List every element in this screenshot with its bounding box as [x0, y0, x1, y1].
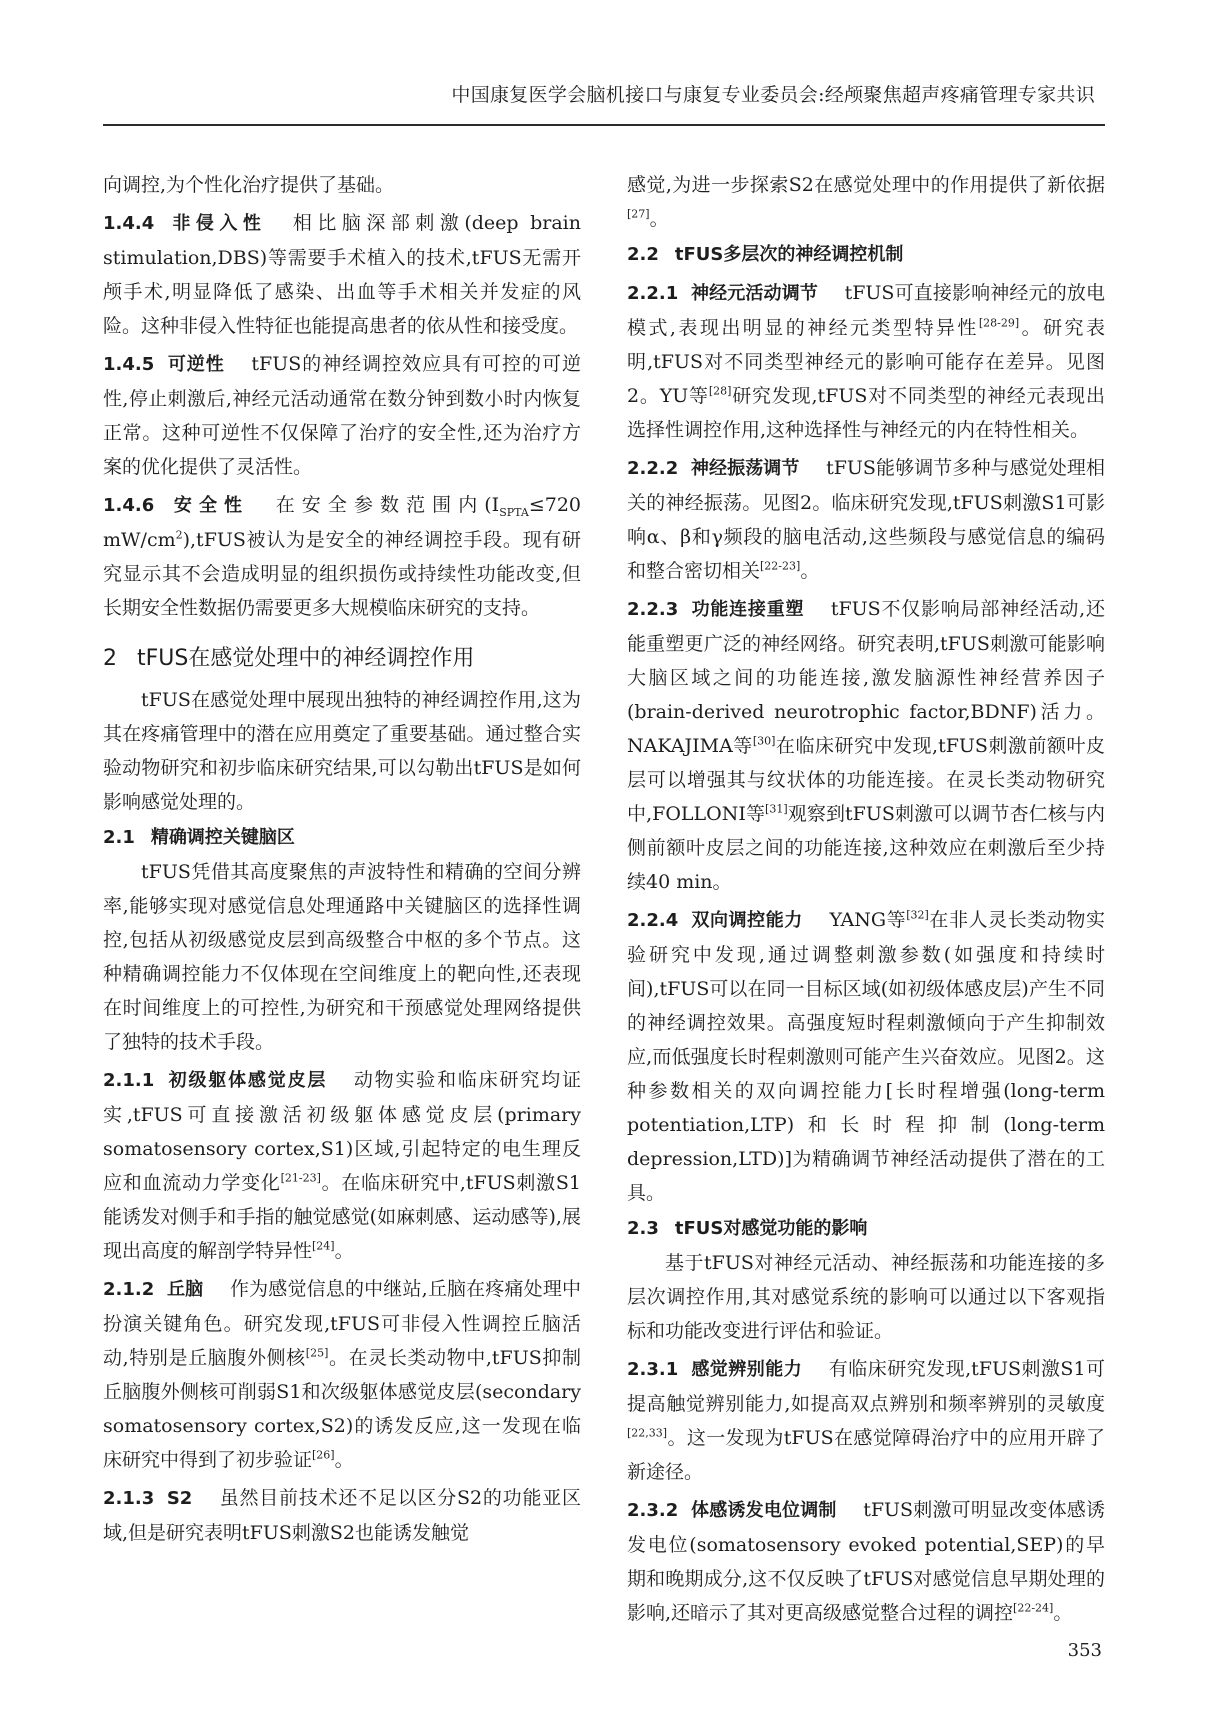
paragraph-text: 。: [649, 208, 669, 230]
section-2-1-2: [103, 1272, 581, 1477]
citation: [32]: [906, 908, 929, 922]
section-title: 安全性: [166, 495, 250, 516]
section-number: 2.2.4: [627, 910, 679, 931]
section-body: 。在临床研究中,tFUS刺激S1能诱发对侧手和手指的触觉感觉(如麻刺感、运动感等),展现出高度的解剖学特异性: [103, 1172, 581, 1262]
section-title: 双向调控能力: [690, 910, 803, 931]
section-body: ≤720 mW/cm: [103, 494, 582, 551]
section-body: 在安全参数范围内(I: [275, 494, 500, 516]
section-number: 2.2.1: [627, 283, 679, 304]
section-2-3-2: [627, 1493, 1105, 1630]
section-body: 相比脑深部刺激(deep brain stimulation,DBS)等需要手术植入的技术,tFUS无需开颅手术,明显降低了感染、出血等手术相关并发症的风险。这种非侵入性特征也能提高患者的依从性和接受度。: [103, 212, 582, 337]
section-2-2-4: [627, 903, 1105, 1210]
section-number: 2.1.3: [103, 1488, 155, 1509]
citation: [27]: [627, 207, 650, 221]
section-body: 。: [800, 560, 820, 582]
section-2-2-3: [627, 592, 1105, 899]
section-number: 1.4.5: [103, 354, 155, 375]
section-title: 丘脑: [166, 1279, 204, 1300]
section-body: 动物实验和临床研究均证实,tFUS可直接激活初级躯体感觉皮层(primary somatosensory cortex,S1)区域,引起特定的电生理反应和血流动力学变化: [103, 1069, 581, 1194]
section-2-3-heading: [627, 1212, 1105, 1246]
section-number: 2.3.2: [627, 1500, 679, 1521]
citation: [22-24]: [1013, 1601, 1054, 1615]
superscript: 2: [175, 528, 183, 542]
citation: [30]: [752, 734, 776, 748]
section-2-1-3: [103, 1481, 581, 1550]
section-body: 。: [334, 1240, 354, 1262]
section-title: tFUS多层次的神经调控机制: [674, 244, 904, 265]
section-number: 1.4.6: [103, 495, 155, 516]
section-body: tFUS的神经调控效应具有可控的可逆性,停止刺激后,神经元活动通常在数分钟到数小时内恢复正常。这种可逆性不仅保障了治疗的安全性,还为治疗方案的优化提供了灵活性。: [103, 353, 581, 478]
section-title: 体感诱发电位调制: [690, 1500, 837, 1521]
section-body: YANG等: [829, 909, 907, 931]
paragraph: 向调控,为个性化治疗提供了基础。: [103, 174, 395, 196]
section-body: 在非人灵长类动物实验研究中发现,通过调整刺激参数(如强度和持续时间),tFUS可以在同一目标区域(如初级体感皮层)产生不同的神经调控效果。高强度短时程刺激倾向于产生抑制效应,而低强度长时程刺激则可能产生兴奋效应。见图2。这种参数相关的双向调控能力[长时程增强(long-term potentiation,LTP)和长时程抑制(long-term depression,LTD)]为精确调节神经活动提供了潜在的工具。: [627, 909, 1105, 1204]
running-header: 中国康复医学会脑机接口与康复专业委员会:经颅聚焦超声疼痛管理专家共识: [451, 84, 1095, 106]
section-body: 作为感觉信息的中继站,丘脑在疼痛处理中扮演关键角色。研究发现,tFUS可非侵入性调控丘脑活动,特别是丘脑腹外侧核: [103, 1278, 582, 1369]
right-column: [627, 168, 1105, 1630]
section-body: 。: [1053, 1602, 1073, 1624]
section-number: 2.3.1: [627, 1359, 679, 1380]
section-title: S2: [166, 1488, 193, 1509]
section-title: 初级躯体感觉皮层: [166, 1070, 328, 1091]
section-body: 在临床研究中发现,tFUS刺激前额叶皮层可以增强其与纹状体的功能连接。在灵长类动物研究中,FOLLONI等: [627, 735, 1106, 825]
section-body: ),tFUS被认为是安全的神经调控手段。现有研究显示其不会造成明显的组织损伤或持续性功能改变,但长期安全性数据仍需要更多大规模临床研究的支持。: [103, 529, 581, 619]
section-number: 2.2: [627, 244, 659, 265]
section-number: 1.4.4: [103, 213, 155, 234]
citation: [25]: [305, 1346, 329, 1360]
section-number: 2.1.2: [103, 1279, 155, 1300]
section-1-4-6: [103, 488, 581, 625]
section-2-2-heading: [627, 238, 1105, 272]
section-body: tFUS能够调节多种与感觉处理相关的神经振荡。见图2。临床研究发现,tFUS刺激S1可影响α、β和γ频段的脑电活动,这些频段与感觉信息的编码和整合密切相关: [627, 457, 1106, 582]
section-body: 。这一发现为tFUS在感觉障碍治疗中的应用开辟了新途径。: [627, 1427, 1105, 1483]
section-body: 。研究表明,tFUS对不同类型神经元的影响可能存在差异。见图2。YU等: [627, 317, 1105, 407]
section-number: 2.1.1: [103, 1070, 155, 1091]
left-column: [103, 168, 581, 1550]
section-title: 可逆性: [166, 354, 225, 375]
section-body: 。在灵长类动物中,tFUS抑制丘脑腹外侧核可削弱S1和次级躯体感觉皮层(secondary somatosensory cortex,S2)的诱发反应,这一发现在临床研究中得到了初步验证: [103, 1347, 581, 1471]
section-body: 有临床研究发现,tFUS刺激S1可提高触觉辨别能力,如提高双点辨别和频率辨别的灵敏度: [627, 1358, 1106, 1415]
section-2-1-heading: [103, 821, 581, 855]
section-body: 虽然目前技术还不足以区分S2的功能亚区域,但是研究表明tFUS刺激S2也能诱发触觉: [103, 1487, 581, 1544]
section-number: 2.2.3: [627, 599, 679, 620]
section-1-4-5: [103, 347, 581, 484]
section-body: tFUS刺激可明显改变体感诱发电位(somatosensory evoked potential,SEP)的早期和晚期成分,这不仅反映了tFUS对感觉信息早期处理的影响,还暗示了其对更高级感觉整合过程的调控: [627, 1499, 1105, 1624]
section-body: 研究发现,tFUS对不同类型的神经元表现出选择性调控作用,这种选择性与神经元的内在特性相关。: [627, 385, 1105, 441]
section-title: 非侵入性: [166, 213, 267, 234]
section-2-1-1: [103, 1063, 581, 1268]
section-number: 2.3: [627, 1218, 659, 1239]
paragraph: tFUS凭借其高度聚焦的声波特性和精确的空间分辨率,能够实现对感觉信息处理通路中关键脑区的选择性调控,包括从初级感觉皮层到高级整合中枢的多个节点。这种精确调控能力不仅体现在空间维度上的靶向性,还表现在时间维度上的可控性,为研究和干预感觉处理网络提供了独特的技术手段。: [103, 861, 581, 1053]
paragraph-text: 感觉,为进一步探索S2在感觉处理中的作用提供了新依据: [627, 174, 1105, 196]
citation: [28]: [708, 384, 732, 398]
section-2-heading: [103, 639, 581, 679]
section-title: 神经元活动调节: [690, 283, 818, 304]
citation: [26]: [312, 1448, 335, 1462]
paragraph: [627, 168, 1105, 236]
citation: [31]: [765, 802, 788, 816]
section-number: 2.1: [103, 827, 135, 848]
header-rule: [103, 124, 1105, 126]
section-body: 。: [334, 1449, 354, 1471]
section-title: tFUS在感觉处理中的神经调控作用: [137, 646, 475, 671]
paragraph: tFUS在感觉处理中展现出独特的神经调控作用,这为其在疼痛管理中的潜在应用奠定了重要基础。通过整合实验动物研究和初步临床研究结果,可以勾勒出tFUS是如何影响感觉处理的。: [103, 689, 581, 813]
page-number: 353: [1067, 1640, 1102, 1661]
section-number: 2: [103, 646, 117, 671]
citation: [22,33]: [627, 1426, 668, 1440]
section-body: tFUS可直接影响神经元的放电模式,表现出明显的神经元类型特异性: [627, 282, 1105, 339]
paragraph: 基于tFUS对神经元活动、神经振荡和功能连接的多层次调控作用,其对感觉系统的影响可以通过以下客观指标和功能改变进行评估和验证。: [627, 1252, 1105, 1342]
section-title: 神经振荡调节: [690, 458, 800, 479]
section-2-2-1: [627, 276, 1105, 447]
section-title: tFUS对感觉功能的影响: [674, 1218, 868, 1239]
subscript: SPTA: [499, 505, 529, 519]
citation: [28-29]: [978, 316, 1020, 330]
section-body: tFUS不仅影响局部神经活动,还能重塑更广泛的神经网络。研究表明,tFUS刺激可能影响大脑区域之间的功能连接,激发脑源性神经营养因子(brain-derived neurotrophic factor,BDNF)活力。NAKAJIMA等: [627, 598, 1105, 757]
section-1-4-4: [103, 206, 581, 343]
section-title: 精确调控关键脑区: [150, 827, 295, 848]
section-number: 2.2.2: [627, 458, 679, 479]
section-title: 功能连接重塑: [690, 599, 805, 620]
citation: [22-23]: [760, 559, 801, 573]
section-title: 感觉辨别能力: [690, 1359, 803, 1380]
citation: [24]: [312, 1239, 335, 1253]
citation: [21-23]: [280, 1171, 321, 1185]
section-2-3-1: [627, 1352, 1105, 1489]
section-2-2-2: [627, 451, 1105, 588]
section-body: 观察到tFUS刺激可以调节杏仁核与内侧前额叶皮层之间的功能连接,这种效应在刺激后至少持续40 min。: [627, 803, 1105, 893]
